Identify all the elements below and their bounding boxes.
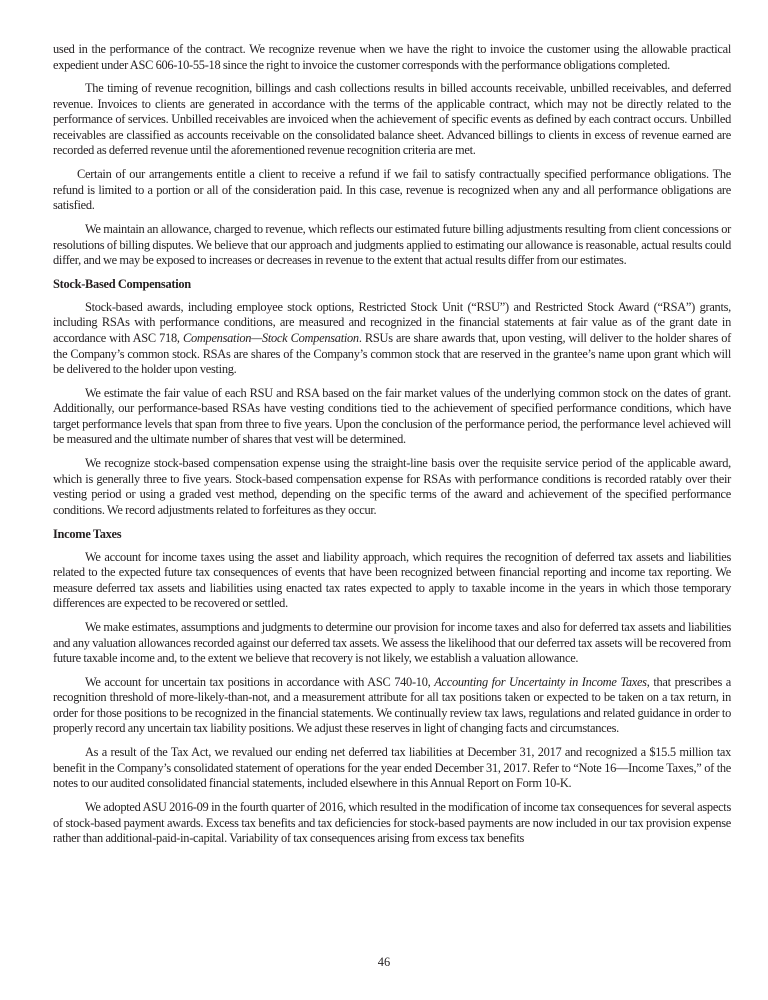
text: Stock-based awards, including employee stock options, Restricted Stock Unit (“RSU”) and Restricted Stock Award (“RSA”) grants, including RSAs with performance conditions, are measured and recognized in the financial statements at fair value as of the grant date in accordance with ASC 718,: [53, 299, 731, 345]
paragraph-refund: Certain of our arrangements entitle a client to receive a refund if we fail to satisfy contractually specified performance obligations. The refund is limited to a portion or all of the consideration paid. In this case, revenue is recognized when any and all performance obligations are satisfied.: [53, 167, 731, 213]
paragraph-stock-awards: [53, 300, 731, 378]
paragraph-asu-2016-09: We adopted ASU 2016-09 in the fourth quarter of 2016, which resulted in the modification of income tax consequences for several aspects of stock-based payment awards. Excess tax benefits and tax deficiencies for stock-based payments are now included in our tax provision expense rather than additional-paid-in-capital. Variability of tax consequences arising from excess tax benefits: [53, 800, 731, 846]
italic-standard-title: Accounting for Uncertainty in Income Taxes: [434, 674, 647, 689]
paragraph-allowance: We maintain an allowance, charged to revenue, which reflects our estimated future billing adjustments resulting from client concessions or resolutions of billing disputes. We believe that our approach and judgments applied to estimating our allowance is reasonable, actual results could differ, and we may be exposed to increases or decreases in revenue to the extent that actual results differ from our estimates.: [53, 222, 731, 268]
page-number: 46: [377, 955, 391, 969]
text: . RSUs are share awards that, upon vesting, will deliver to the holder shares of the Company’s common stock. RSAs are shares of the Company’s common stock that are reserved in the grantee’s name upon grant which will be delivered to the holder upon vesting.: [53, 331, 731, 377]
text: , that prescribes a recognition threshold of more-likely-than-not, and a measurement attribute for all tax positions taken or expected to be taken on a tax return, in order for those positions to be recognized in the financial statements. We continually review tax laws, regulations and related guidance in order to properly record any uncertain tax liability positions. We adjust these reserves in light of changing facts and circumstances.: [53, 674, 732, 736]
paragraph-contract-continuation: used in the performance of the contract. We recognize revenue when we have the right to invoice the customer using the allowable practical expedient under ASC 606-10-55-18 since the right to invoice the customer corresponds with the performance obligations completed.: [53, 42, 731, 72]
paragraph-tax-act: As a result of the Tax Act, we revalued our ending net deferred tax liabilities at December 31, 2017 and recognized a $15.5 million tax benefit in the Company’s consolidated statement of operations for the year ended December 31, 2017. Refer to “Note 16—Income Taxes,” of the notes to our audited consolidated financial statements, included elsewhere in this Annual Report on Form 10-K.: [53, 745, 731, 791]
paragraph-uncertain-tax: [53, 675, 731, 737]
text: We account for uncertain tax positions in accordance with ASC 740-10,: [85, 674, 435, 689]
paragraph-straight-line: We recognize stock-based compensation expense using the straight-line basis over the requisite service period of the applicable award, which is generally three to five years. Stock-based compensation expense for RSAs with performance conditions is recorded ratably over their vesting period or using a graded vest method, depending on the specific terms of the award and achievement of the specified performance conditions. We record adjustments related to forfeitures as they occur.: [53, 456, 731, 517]
paragraph-estimates: We make estimates, assumptions and judgments to determine our provision for income taxes and also for deferred tax assets and liabilities and any valuation allowances recorded against our deferred tax assets. We assess the likelihood that our deferred tax assets will be recovered from future taxable income and, to the extent we believe that recovery is not likely, we establish a valuation allowance.: [53, 620, 731, 666]
paragraph-asset-liability: We account for income taxes using the asset and liability approach, which requires the recognition of deferred tax assets and liabilities related to the expected future tax consequences of events that have been recognized between financial reporting and income tax reporting. We measure deferred tax assets and liabilities using enacted tax rates expected to apply to taxable income in the years in which those temporary differences are expected to be recovered or settled.: [53, 549, 731, 611]
paragraph-fair-value: We estimate the fair value of each RSU and RSA based on the fair market values of the underlying common stock on the dates of grant. Additionally, our performance-based RSAs have vesting conditions tied to the achievement of specified performance conditions, which have target performance levels that span from three to five years. Upon the conclusion of the performance period, the performance level achieved will be measured and the ultimate number of shares that vest will be determined.: [53, 385, 731, 447]
heading-stock-based-compensation: Stock-Based Compensation: [53, 276, 191, 291]
paragraph-revenue-timing: The timing of revenue recognition, billings and cash collections results in billed accounts receivable, unbilled receivables, and deferred revenue. Invoices to clients are generated in accordance with the terms of the applicable contract, which may not be directly related to the performance of services. Unbilled receivables are invoiced when the achievement of specific events as defined by each contract occurs. Unbilled receivables are classified as accounts receivable on the consolidated balance sheet. Advanced billings to clients in excess of revenue earned are recorded as deferred revenue until the aforementioned revenue recognition criteria are met.: [53, 81, 731, 158]
italic-standard-title: Compensation—Stock Compensation: [182, 331, 359, 345]
heading-income-taxes: Income Taxes: [53, 526, 122, 541]
document-page: [53, 42, 731, 855]
